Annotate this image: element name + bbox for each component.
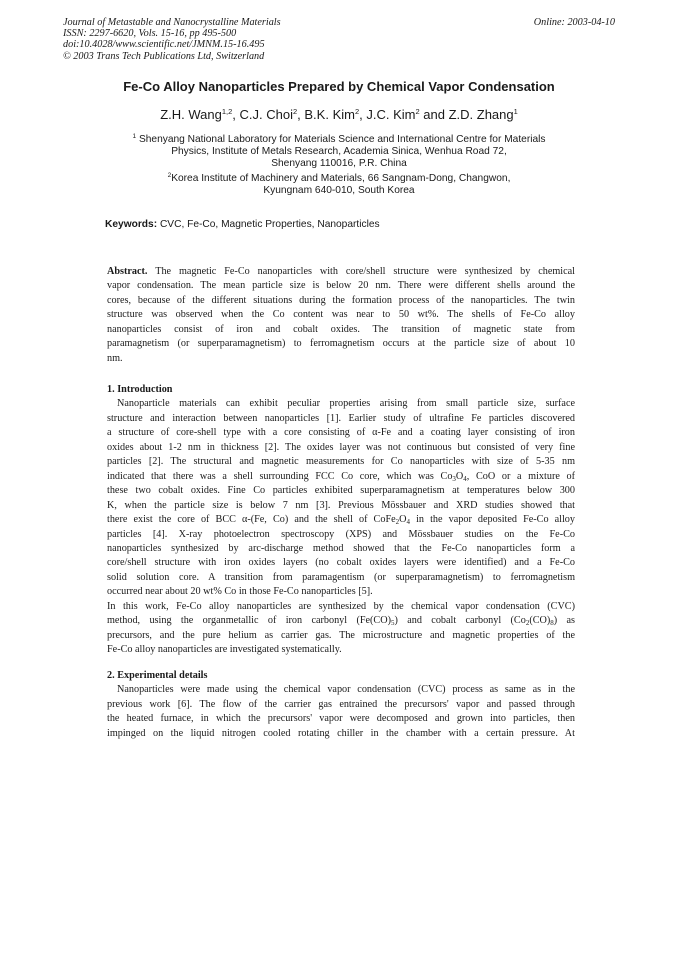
author-affiliation-mark: 2 xyxy=(354,107,360,116)
abstract-line: paramagnetism (or superparamagnetism) to ferromagnetism occurs at the particle size of about 10 xyxy=(107,338,575,350)
author-name: B.K. Kim xyxy=(304,107,355,122)
paragraph-line: the heated furnace, in which the precursors' vapor were decomposed and grown into particles, then xyxy=(107,713,575,725)
keywords-text: CVC, Fe-Co, Magnetic Properties, Nanoparticles xyxy=(159,219,380,230)
introduction-section xyxy=(107,383,575,658)
subscript: 2 xyxy=(395,518,400,527)
text-run: (CO) xyxy=(529,615,551,627)
text-run: O xyxy=(399,514,407,526)
paragraph-line: impinged on the liquid nitrogen cooled rotating chiller in the chamber with a certain pressure. At xyxy=(107,727,575,739)
affiliation-2 xyxy=(0,173,678,197)
paragraph-line xyxy=(107,513,575,527)
text-run: indicated that there was a shell surrounding FCC Co core, which was Co xyxy=(107,470,453,482)
issn-line: ISSN: 2297-6620, Vols. 15-16, pp 495-500 xyxy=(63,28,237,40)
author-affiliation-mark: 1,2 xyxy=(221,107,233,116)
author-separator: , xyxy=(232,107,240,122)
author-list xyxy=(0,107,678,122)
text-run: method, using the organmetallic of iron carbonyl (Fe(CO) xyxy=(107,615,391,627)
affiliation-line: Korea Institute of Machinery and Materials, 66 Sangnam-Dong, Changwon, xyxy=(171,173,511,184)
paragraph-line: precursors, and the pure helium as carrier gas. The microstructure and magnetic properties of the xyxy=(107,629,575,641)
abstract-line: structure was observed when the Co content was near to 50 wt%. The shells of Fe-Co alloy xyxy=(107,309,575,321)
paragraph-line: In this work, Fe-Co alloy nanoparticles are synthesized by the chemical vapor condensation (CVC) xyxy=(107,600,575,612)
paragraph-line: K, when the particle size is below 7 nm [3]. Previous Mössbauer and XRD studies showed that xyxy=(107,499,575,511)
section-heading: 1. Introduction xyxy=(107,384,173,395)
author-separator: , xyxy=(297,107,305,122)
paragraph-line xyxy=(107,470,575,484)
paragraph-line: structure and interaction between nanoparticles [1]. Earlier study of ultrafine Fe particles discovered xyxy=(107,412,575,424)
paper-title: Fe-Co Alloy Nanoparticles Prepared by Chemical Vapor Condensation xyxy=(123,79,555,94)
paragraph-line: nanoparticles synthesized by arc-discharge method showed that the Fe-Co nanoparticles form a xyxy=(107,542,575,554)
online-date: Online: 2003-04-10 xyxy=(533,17,615,28)
abstract xyxy=(107,265,575,366)
paragraph-line: Fe-Co alloy nanoparticles are investigated systematically. xyxy=(107,644,342,656)
affiliation-line: Shenyang National Laboratory for Materials Science and International Centre for Materials xyxy=(138,134,546,145)
abstract-line: cores, because of the different situations during the formation process of the nanoparticles. The twin xyxy=(107,294,575,306)
keywords-label: Keywords: xyxy=(105,219,158,230)
paragraph-line: previous work [6]. The flow of the carrier gas entrained the precursors' vapor and passed through xyxy=(107,698,575,710)
text-run: , CoO or a mixture of xyxy=(466,470,575,482)
text-run: ) and cobalt carbonyl (Co xyxy=(394,615,526,627)
author-affiliation-mark: 2 xyxy=(415,107,420,116)
author-name: J.C. Kim xyxy=(366,107,416,122)
text-run: ) as xyxy=(553,615,575,627)
author-name: C.J. Choi xyxy=(239,107,293,122)
text-run: O xyxy=(455,470,464,482)
doi-link[interactable]: doi:10.4028/www.scientific.net/JMNM.15-16.495 xyxy=(63,39,265,51)
section-heading: 2. Experimental details xyxy=(107,670,208,681)
author-name: Z.H. Wang xyxy=(160,107,222,122)
author-separator: , xyxy=(359,107,367,122)
paragraph-line xyxy=(107,614,575,628)
paragraph-line: occurred near about 20 wt% Co in those Fe-Co nanoparticles [5]. xyxy=(107,586,373,598)
abstract-line: The magnetic Fe-Co nanoparticles with core/shell structure were synthesized by chemical xyxy=(155,266,575,277)
abstract-line: vapor condensation. The mean particle size is below 20 nm. There were different shells around the xyxy=(107,280,575,292)
subscript: 4 xyxy=(406,518,410,527)
journal-header xyxy=(63,17,281,62)
paragraph-line: oxides about 1-2 nm in thickness [2]. The oxides layer was not continuous but consisted of very fine xyxy=(107,441,575,453)
journal-name: Journal of Metastable and Nanocrystalline Materials xyxy=(63,17,281,28)
experimental-section xyxy=(107,669,575,741)
abstract-line: nanoparticles consist of iron and cobalt oxides. The transition of magnetic state from xyxy=(107,323,575,335)
affiliation-1 xyxy=(0,134,678,171)
paragraph-line: core/shell structure with iron oxides layers (no cobalt oxides layers were identified) and a Fe-Co xyxy=(107,557,575,569)
subscript: 5 xyxy=(390,619,395,628)
copyright-line: © 2003 Trans Tech Publications Ltd, Switzerland xyxy=(63,50,265,62)
paragraph-line: particles [4]. X-ray photoelectron spectroscopy (XPS) and Mössbauer studies on the Fe-Co xyxy=(107,528,575,540)
text-run: in the vapor deposited Fe-Co alloy xyxy=(410,514,575,526)
paragraph-line: Nanoparticles were made using the chemical vapor condensation (CVC) process as same as in the xyxy=(117,684,575,696)
affiliation-line: Kyungnam 640-010, South Korea xyxy=(263,185,415,197)
author-affiliation-mark: 2 xyxy=(292,107,298,116)
subscript: 4 xyxy=(463,474,467,483)
subscript: 3 xyxy=(452,474,456,483)
paragraph-line: Nanoparticle materials can exhibit peculiar properties arising from small particle size, surface xyxy=(117,398,575,410)
abstract-line: nm. xyxy=(107,352,123,364)
affiliation-line: Shenyang 110016, P.R. China xyxy=(271,158,407,170)
affiliation-line: Physics, Institute of Metals Research, Academia Sinica, Wenhua Road 72, xyxy=(171,146,507,158)
author-separator: and xyxy=(419,107,449,122)
subscript: 8 xyxy=(550,619,554,628)
keywords xyxy=(105,219,380,230)
paragraph-line: a structure of core-shell type with a core consisting of α-Fe and a coating layer consisting of iron xyxy=(107,427,575,439)
paragraph-line: these two cobalt oxides. Fine Co particles exhibited superparamagnetism at temperatures below 300 xyxy=(107,485,575,497)
affiliation-mark: 1 xyxy=(132,133,137,140)
paragraph-line: solid solution core. A transition from paramagentism (or superparamagnetism) to ferromagnetism xyxy=(107,571,575,583)
author-affiliation-mark: 1 xyxy=(513,107,518,116)
subscript: 2 xyxy=(525,619,530,628)
author-name: Z.D. Zhang xyxy=(448,107,514,122)
text-run: there exist the core of BCC α-(Fe, Co) and the shell of CoFe xyxy=(107,514,396,526)
paragraph-line: particles [2]. The structural and magnetic measurements for Co nanoparticles with size of 5-35 nm xyxy=(107,456,575,468)
affiliation-mark: 2 xyxy=(167,172,172,179)
abstract-label: Abstract. xyxy=(107,266,148,277)
